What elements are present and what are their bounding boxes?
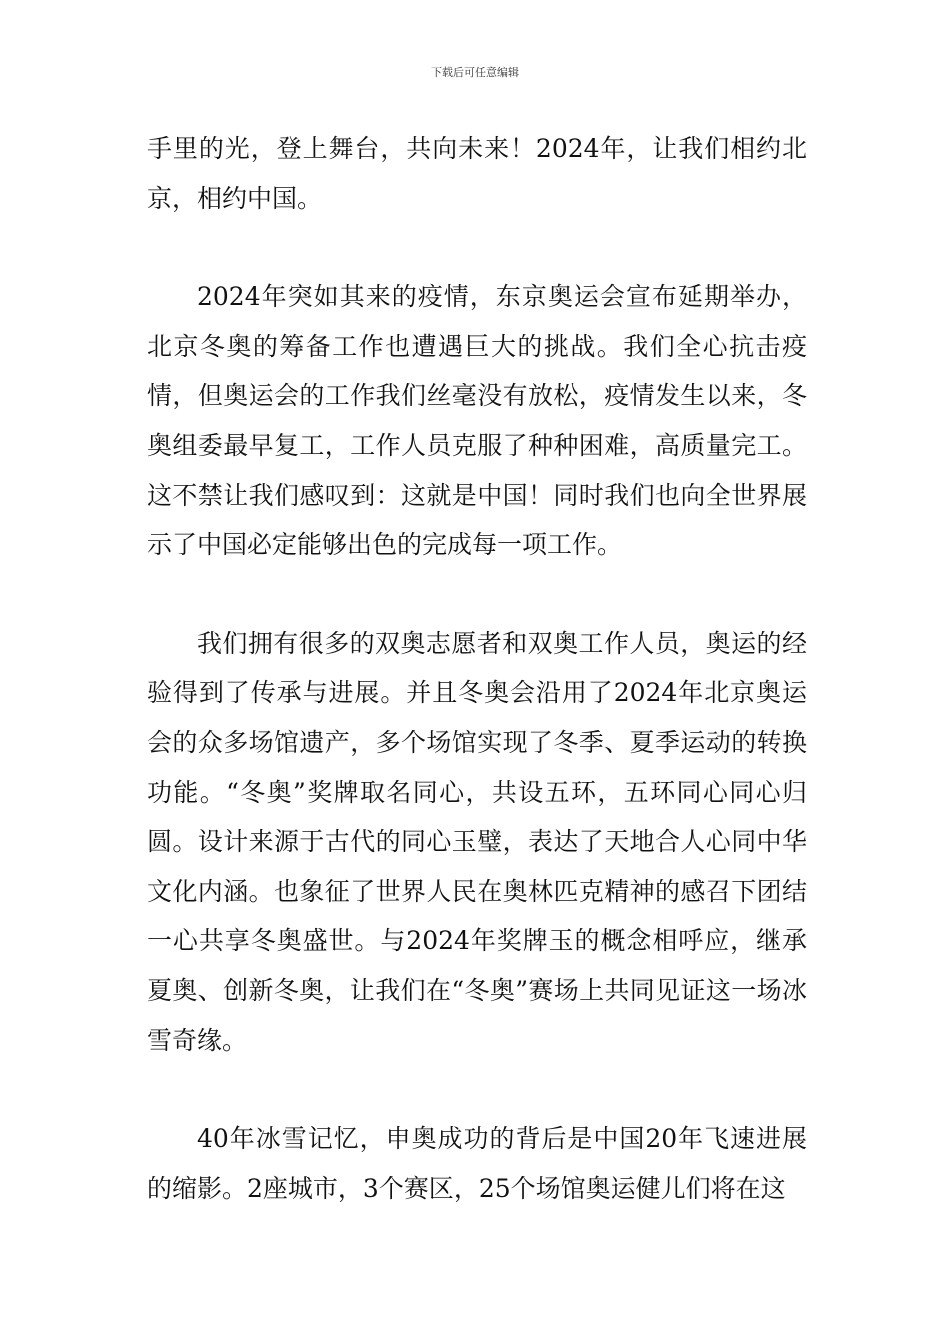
paragraph-2: 2024年突如其来的疫情，东京奥运会宣布延期举办，北京冬奥的筹备工作也遭遇巨大的挑战。我们全心抗击疫情，但奥运会的工作我们丝毫没有放松，疫情发生以来，冬奥组委最早复工，工作人员克服了种种困难，高质量完工。这不禁让我们感叹到：这就是中国！同时我们也向全世界展示了中国必定能够出色的完成每一项工作。 bbox=[147, 282, 807, 560]
document-body bbox=[147, 124, 807, 1213]
paragraph-1: 手里的光，登上舞台，共向未来！2024年，让我们相约北京，相约中国。 bbox=[147, 134, 807, 213]
page-header: 下载后可任意编辑 bbox=[431, 66, 519, 79]
paragraph-3: 我们拥有很多的双奥志愿者和双奥工作人员，奥运的经验得到了传承与进展。并且冬奥会沿用了2024年北京奥运会的众多场馆遗产，多个场馆实现了冬季、夏季运动的转换功能。“冬奥”奖牌取名同心，共设五环，五环同心同心归圆。设计来源于古代的同心玉璧，表达了天地合人心同中华文化内涵。也象征了世界人民在奥林匹克精神的感召下团结一心共享冬奥盛世。与2024年奖牌玉的概念相呼应，继承夏奥、创新冬奥，让我们在“冬奥”赛场上共同见证这一场冰雪奇缘。 bbox=[147, 628, 807, 1055]
paragraph-4: 40年冰雪记忆，申奥成功的背后是中国20年飞速进展的缩影。2座城市，3个赛区，25个场馆奥运健儿们将在这 bbox=[147, 1124, 807, 1203]
